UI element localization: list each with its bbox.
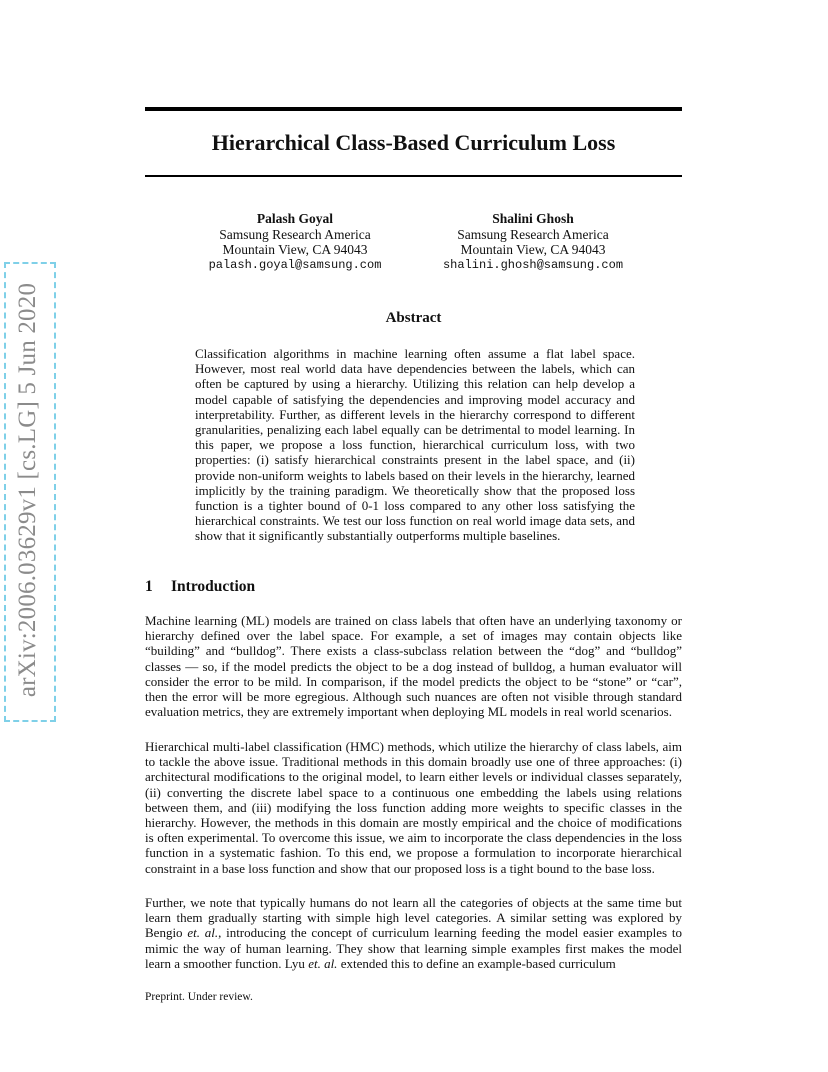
author-location: Mountain View, CA 94043 — [460, 242, 606, 257]
intro-paragraph-2: Hierarchical multi-label classification (HMC) methods, which utilize the hierarchy of class labels, aim to tackle the above issue. Traditional methods in this domain broadly use one of three approaches: (i) architectural modifications to the original model, to learn either levels or individual classes separately, (ii) converting the discrete label space to a continuous one embedding the labels using relations between them, and (iii) modifying the loss function adding more weights to specific classes in the hierarchy. However, the methods in this domain are mostly empirical and the choice of modifications is often experimental. To overcome this issue, we aim to incorporate the class dependencies in the loss function in a systematic fashion. To this end, we propose a formulation to incorporate hierarchical constraint in a base loss function and show that our proposed loss is a tight bound to the base loss. — [145, 739, 682, 876]
abstract-heading: Abstract — [385, 310, 442, 326]
intro-paragraph-3 — [145, 895, 682, 971]
arxiv-identifier: arXiv:2006.03629v1 [cs.LG] 5 Jun 2020 — [14, 282, 41, 698]
author-affiliation: Samsung Research America — [219, 226, 371, 242]
paper-title: Hierarchical Class-Based Curriculum Loss — [211, 130, 616, 155]
section-number: 1 — [145, 578, 153, 595]
paragraph-text: Further, we note that typically humans do not learn all the categories of objects at the same time but learn them gradually starting with simple high level categories. A similar setting was explored by Bengio — [145, 895, 682, 941]
author-block-1 — [190, 211, 400, 273]
author-name: Shalini Ghosh — [492, 211, 574, 226]
paragraph-text: extended this to define an example-based curriculum — [337, 955, 616, 971]
author-email: shalini.ghosh@samsung.com — [442, 257, 624, 272]
intro-paragraph-1: Machine learning (ML) models are trained on class labels that often have an underlying taxonomy or hierarchy defined over the label space. For example, a set of images may contain objects like “building” and “bulldog”. There exists a class-subclass relation between the “dog” and “bulldog” classes — so, if the model predicts the object to be a dog instead of bulldog, a human evaluator will consider the error to be mild. In comparison, if the model predicts the object to be “stone” or “car”, then the error will be more egregious. Although such nuances are often not visible through standard evaluation metrics, they are extremely important when deploying ML models in real world scenarios. — [145, 613, 682, 720]
title-top-rule — [145, 107, 682, 111]
et-al-italic: et. al. — [187, 925, 219, 941]
abstract-text: Classification algorithms in machine learning often assume a flat label space. However, most real world data have dependencies between the labels, which can often be captured by using a hierarchy. Utilizing this relation can help develop a model capable of satisfying the dependencies and improving model accuracy and interpretability. Further, as different levels in the hierarchy correspond to different granularities, penalizing each label equally can be detrimental to model learning. In this paper, we propose a loss function, hierarchical curriculum loss, with two properties: (i) satisfy hierarchical constraints present in the label space, and (ii) provide non-uniform weights to labels based on their levels in the hierarchy, learned implicitly by the training paradigm. We theoretically show that the proposed loss function is a tighter bound of 0-1 loss compared to any other loss satisfying the hierarchical constraints. We test our loss function on real world image data sets, and show that it significantly substantially outperforms multiple baselines. — [195, 346, 635, 544]
author-email: palash.goyal@samsung.com — [208, 257, 382, 272]
footer-note: Preprint. Under review. — [145, 991, 253, 1003]
author-block-2 — [428, 211, 638, 273]
author-location: Mountain View, CA 94043 — [222, 242, 368, 257]
section-title: Introduction — [171, 578, 256, 595]
title-bottom-rule — [145, 175, 682, 177]
section-heading — [145, 578, 255, 596]
et-al-italic: et. al. — [308, 955, 338, 971]
author-name: Palash Goyal — [256, 211, 334, 226]
author-affiliation: Samsung Research America — [457, 226, 609, 242]
paragraph-text: , introducing the concept of curriculum learning feeding the model easier examples to mimic the way of human learning. They show that learning simple examples first makes the model learn a smoother function. Lyu — [145, 925, 682, 971]
